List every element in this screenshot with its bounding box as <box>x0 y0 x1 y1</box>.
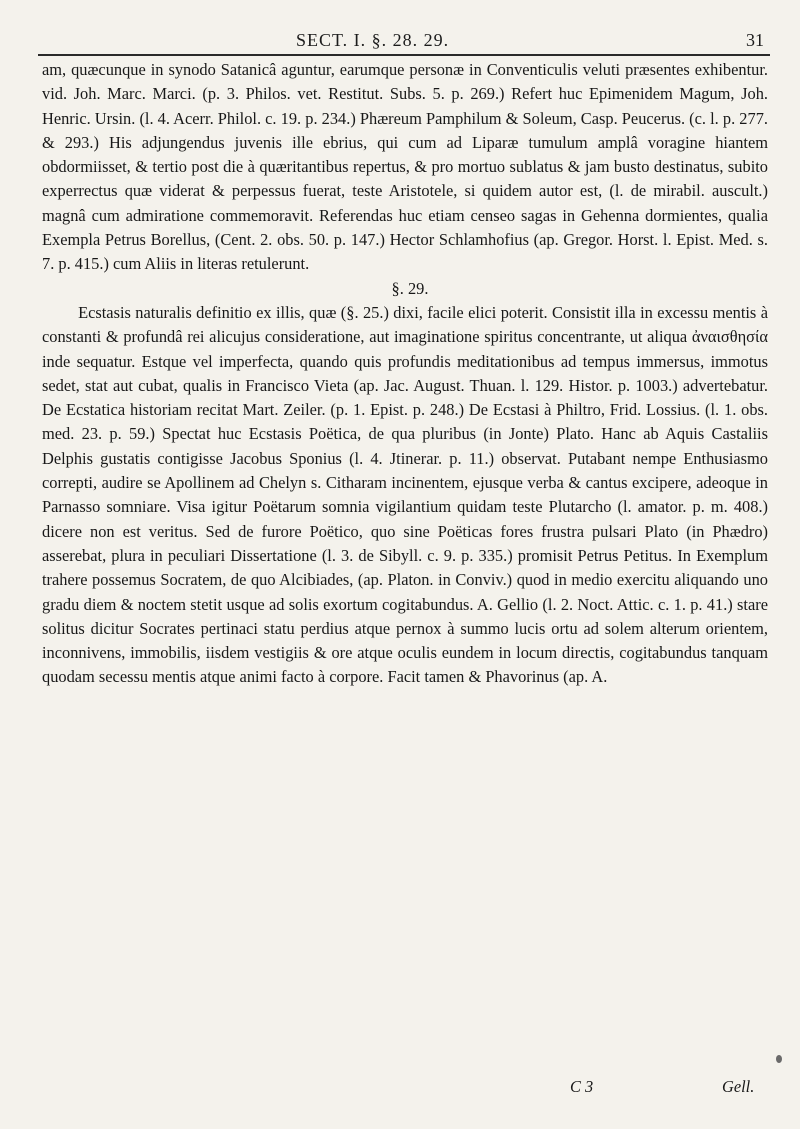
ink-spot <box>776 1055 782 1063</box>
page-number: 31 <box>746 30 764 50</box>
section-heading: §. 29. <box>391 278 429 298</box>
catchword: Gell. <box>722 1077 755 1096</box>
page-footer <box>0 1077 800 1103</box>
signature-mark: C 3 <box>570 1077 594 1096</box>
header-rule <box>38 54 770 56</box>
paragraph-ecstasis: Ecstasis naturalis definitio ex illis, quæ (§. 25.) dixi, facile elici poterit. Consistit illa in excessu mentis à constanti & profundâ rei alicujus consideratione, aut imaginatione spiritus concentrante, ut aliqua ἀναισθησία inde sequatur. Estque vel imperfecta, quando quis profundis meditationibus ad tempus immersus, immotus sedet, stat aut cubat, qualis in Francisco Vieta (ap. Jac. August. Thuan. l. 129. Histor. p. 1003.) advertebatur. De Ecstatica historiam recitat Mart. Zeiler. (p. 1. Epist. p. 248.) De Ecstasi à Philtro, Frid. Lossius. (l. 1. obs. med. 23. p. 59.) Spectat huc Ecstasis Poëtica, de qua pluribus (in Jonte) Plato. Hanc ab Aquis Castaliis Delphis gustatis contigisse Jacobus Sponius (l. 4. Jtinerar. p. 11.) observat. Putabant nempe Enthusiasmo correpti, audire se Apollinem ad Chelyn s. Citharam incinentem, ejusque verba & cantus excipere, adeoque in Parnasso somniare. Visa igitur Poëtarum somnia vigilantium quidam teste Plutarcho (l. amator. p. m. 408.) dicere non est veritus. Sed de furore Poëtico, quo sine Poëticas fores frustra pulsari Plato (in Phædro) asserebat, plura in peculiari Dissertatione (l. 3. de Sibyll. c. 9. p. 335.) promisit Petrus Petitus. In Exemplum trahere possemus Socratem, de quo Alcibiades, (ap. Platon. in Conviv.) quod in medio exercitu aliquando uno gradu diem & noctem stetit usque ad solis exortum cogitabundus. A. Gellio (l. 2. Noct. Attic. c. 1. p. 41.) stare solitus dicitur Socrates pertinaci statu perdius atque pernox à summo lucis ortu ad solem alterum orientem, inconnivens, immobilis, iisdem vestigiis & ore atque oculis eundem in locum directis, cogitabundus tanquam quodam secessu mentis atque animi facto à corpore. Facit tamen & Phavorinus (ap. A. <box>42 302 768 687</box>
running-header <box>40 30 764 52</box>
main-text <box>42 58 768 690</box>
running-title: SECT. I. §. 28. 29. <box>296 30 450 50</box>
paragraph-continuation: am, quæcunque in synodo Satanicâ aguntur, earumque personæ in Conventiculis veluti præsentes exhibentur. vid. Joh. Marc. Marci. (p. 3. Philos. vet. Restitut. Subs. 5. p. 269.) Refert huc Epimenidem Magum, Joh. Henric. Ursin. (l. 4. Acerr. Philol. c. 19. p. 234.) Phæreum Pamphilum & Soleum, Casp. Peucerus. (c. l. p. 277. & 293.) His adjungendus juvenis ille ebrius, qui cum ad Liparæ tumulum amplâ voragine hiantem obdormiisset, & tertio post die à quæritantibus repertus, & pro mortuo sublatus & jam busto destinatus, subito experrectus quæ viderat & perpessus fuerat, teste Aristotele, si quidem autor est, (l. de mirabil. auscult.) magnâ cum admiratione commemoravit. Referendas huc etiam censeo sagas in Gehenna dormientes, qualia Exempla Petrus Borellus, (Cent. 2. obs. 50. p. 147.) Hector Schlamhofius (ap. Gregor. Horst. l. Epist. Med. s. 7. p. 415.) cum Aliis in literas retulerunt. <box>42 60 768 274</box>
